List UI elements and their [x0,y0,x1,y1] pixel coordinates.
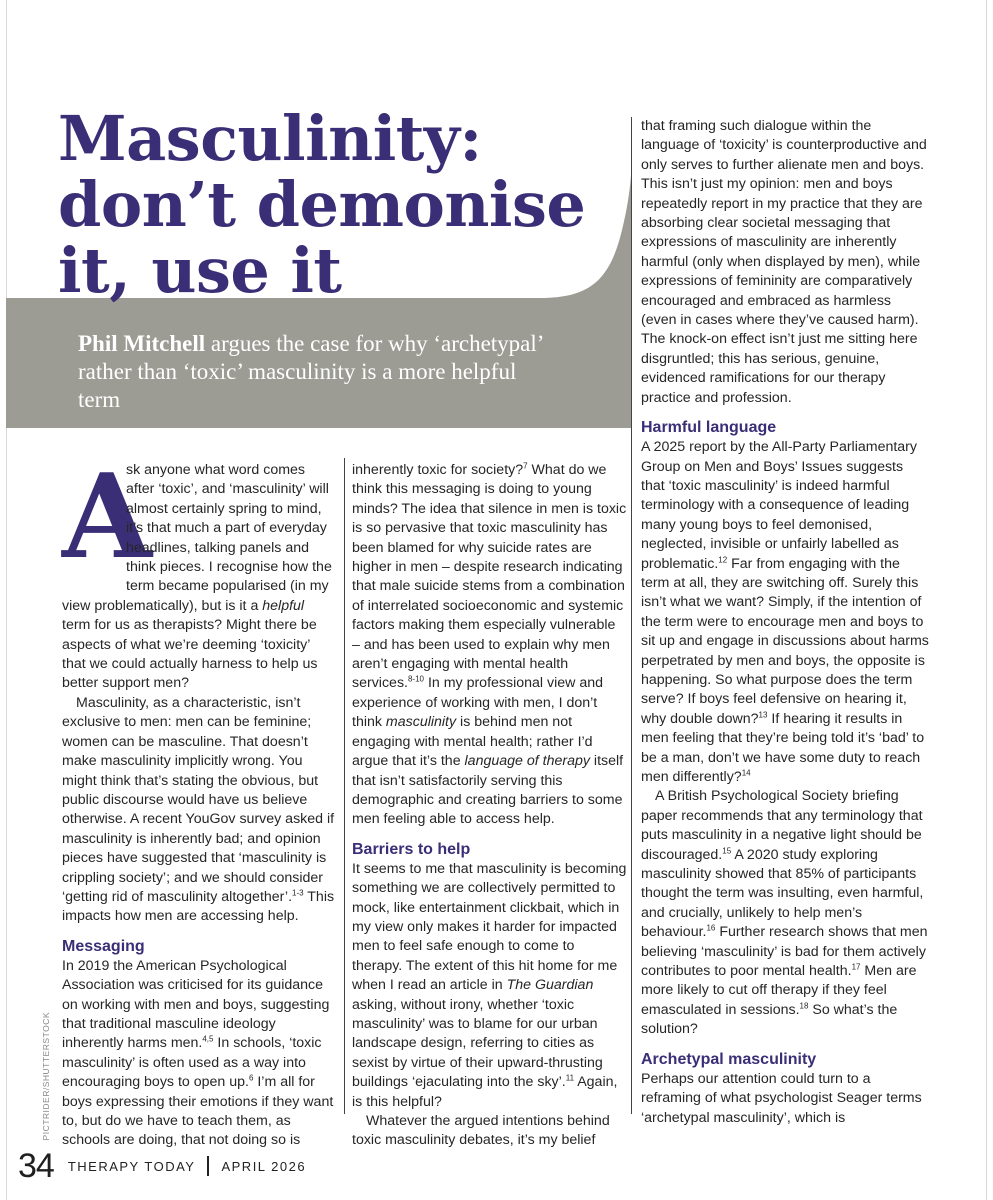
article-title [58,102,618,307]
footer-divider [207,1156,209,1176]
paragraph: A sk anyone what word comes after ‘toxic’, and ‘masculinity’ will almost certainly spring to mind, it’s that much a part of everyday headlines, talking panels and think pieces. I recognise how the term became popularised (in my view problematically), but is it a helpful term for us as therapists? Might there be aspects of what we’re deeming ‘toxicity’ that we could actually harness to help us better support men? [62,449,332,692]
magazine-name: THERAPY TODAY [67,1158,196,1174]
paragraph: inherently toxic for society?$^7$ What do we think this messaging is doing to young minds? The idea that silence in men is toxic is so pervasive that toxic masculinity has been blamed for why suicide rates are higher in men – despite research indicating that male suicide stems from a combination of interrelated socioeconomic and systemic factors making them especially vulnerable – and has been used to explain why men aren’t engaging with mental health services.$^{8-10}$ In my professional view and experience of working with men, I don’t think masculinity is behind men not engaging with mental health; rather I’d argue that it’s the language of therapy itself that isn’t satisfactorily serving this demographic and creating barriers to some men feeling able to access help. [352,461,627,828]
column-rule [631,117,632,1114]
column-rule [344,458,345,1114]
title-line-1: Masculinity: [58,102,482,175]
paragraph: Perhaps our attention could turn to a reframing of what psychologist Seager terms ‘archetypal masculinity’, which is [641,1070,922,1126]
paragraph: A British Psychological Society briefing paper recommends that any terminology that puts masculinity in a negative light should be discouraged.$^{15}$ A 2020 study exploring masculinity showed that 85% of participants thought the term was insulting, even harmful, and crucially, unlikely to help men’s behaviour.$^{16}$ Further research shows that men believing ‘masculinity’ is bad for them actively contributes to poor mental health.$^{17}$ Men are more likely to cut off therapy if they feel emasculated in sessions.$^{18}$ So what’s the solution? [641,788,928,1038]
section-heading: Messaging [62,937,145,955]
section-heading: Barriers to help [352,840,471,858]
author-name: Phil Mitchell [78,331,206,356]
issue-date: APRIL 2026 [221,1158,307,1174]
paragraph: In 2019 the American Psychological Association was criticised for its guidance on working with men and boys, suggesting that traditional masculine ideology inherently harms men.$^{4,5}$ In schools, ‘toxic masculinity’ is often used as a way into encouraging boys to open up.$^6$ I’m all for boys expressing their emotions if they want to, but do we have to teach them, as schools are doing, that not doing so is [62,957,334,1149]
title-line-2: don’t demonise [58,168,586,241]
paragraph: that framing such dialogue within the language of ‘toxicity’ is counterproductive and only serves to further alienate men and boys. This isn’t just my opinion: men and boys repeatedly report in my practice that they are absorbing clear societal messaging that expressions of masculinity are inherently harmful (only when displayed by men), while expressions of femininity are comparatively encouraged and embraced as harmless (even in cases where they’ve caused harm). The knock-on effect isn’t just me sitting here disgruntled; this has serious, genuine, evidenced ramifications for our therapy practice and profession. [641,118,927,406]
page-number: 34 [18,1146,54,1185]
photo-credit: PICTRIDER/SHUTTERSTOCK [41,1012,51,1141]
section-heading: Harmful language [641,419,777,437]
body-column-2 [352,461,627,1151]
title-line-3: it, use it [58,234,342,307]
standfirst [78,330,558,414]
paragraph: Masculinity, as a characteristic, isn’t exclusive to men: men can be feminine; women can be masculine. That doesn’t make masculinity implicitly wrong. You might think that’s stating the obvious, but public discourse would have us believe otherwise. A recent YouGov survey asked if masculinity is inherently bad; and opinion pieces have suggested that ‘masculinity is crippling society’; and we should consider ‘getting rid of masculinity altogether’.$^{1-3}$ This impacts how men are accessing help. [62,694,335,925]
paragraph: Whatever the argued intentions behind toxic masculinity debates, it’s my belief [352,1113,610,1149]
paragraph: A 2025 report by the All-Party Parliamentary Group on Men and Boys’ Issues suggests that ‘toxic masculinity’ is indeed harmful terminology with a consequence of leading many young boys to feel demonised, neglected, invisible or unfairly labelled as problematic.$^{12}$ Far from engaging with the term at all, they are switching off. Surely this isn’t what we want? Simply, if the intention of the term were to encourage men and boys to sit up and engage in discussions about harms perpetrated by men and boys, the opposite is happening. So what purpose does the term serve? If boys feel defensive on hearing it, why double down?$^{13}$ If hearing it results in men feeling that they’re being told it’s ‘bad’ to be a man, don’t we have some duty to reach men differently?$^{14}$ [641,439,929,785]
standfirst-text: argues the case for why ‘archetypal’ rather than ‘toxic’ masculinity is a more helpful term [78,331,543,412]
page-footer [18,1148,306,1184]
drop-cap: A [62,449,153,585]
section-heading: Archetypal masculinity [641,1050,817,1068]
body-column-3 [641,117,929,1128]
body-column-1 [62,449,336,1151]
paragraph: It seems to me that masculinity is becoming something we are collectively permitted to mock, like entertainment clickbait, which in my view only makes it harder for impacted men to feel safe enough to come to therapy. The extent of this hit home for me when I read an article in The Guardian asking, without irony, whether ‘toxic masculinity’ was to blame for our urban landscape design, referring to cities as sexist by virtue of their upward-thrusting buildings ‘ejaculating into the sky’.$^{11}$ Again, is this helpful? [352,860,627,1110]
